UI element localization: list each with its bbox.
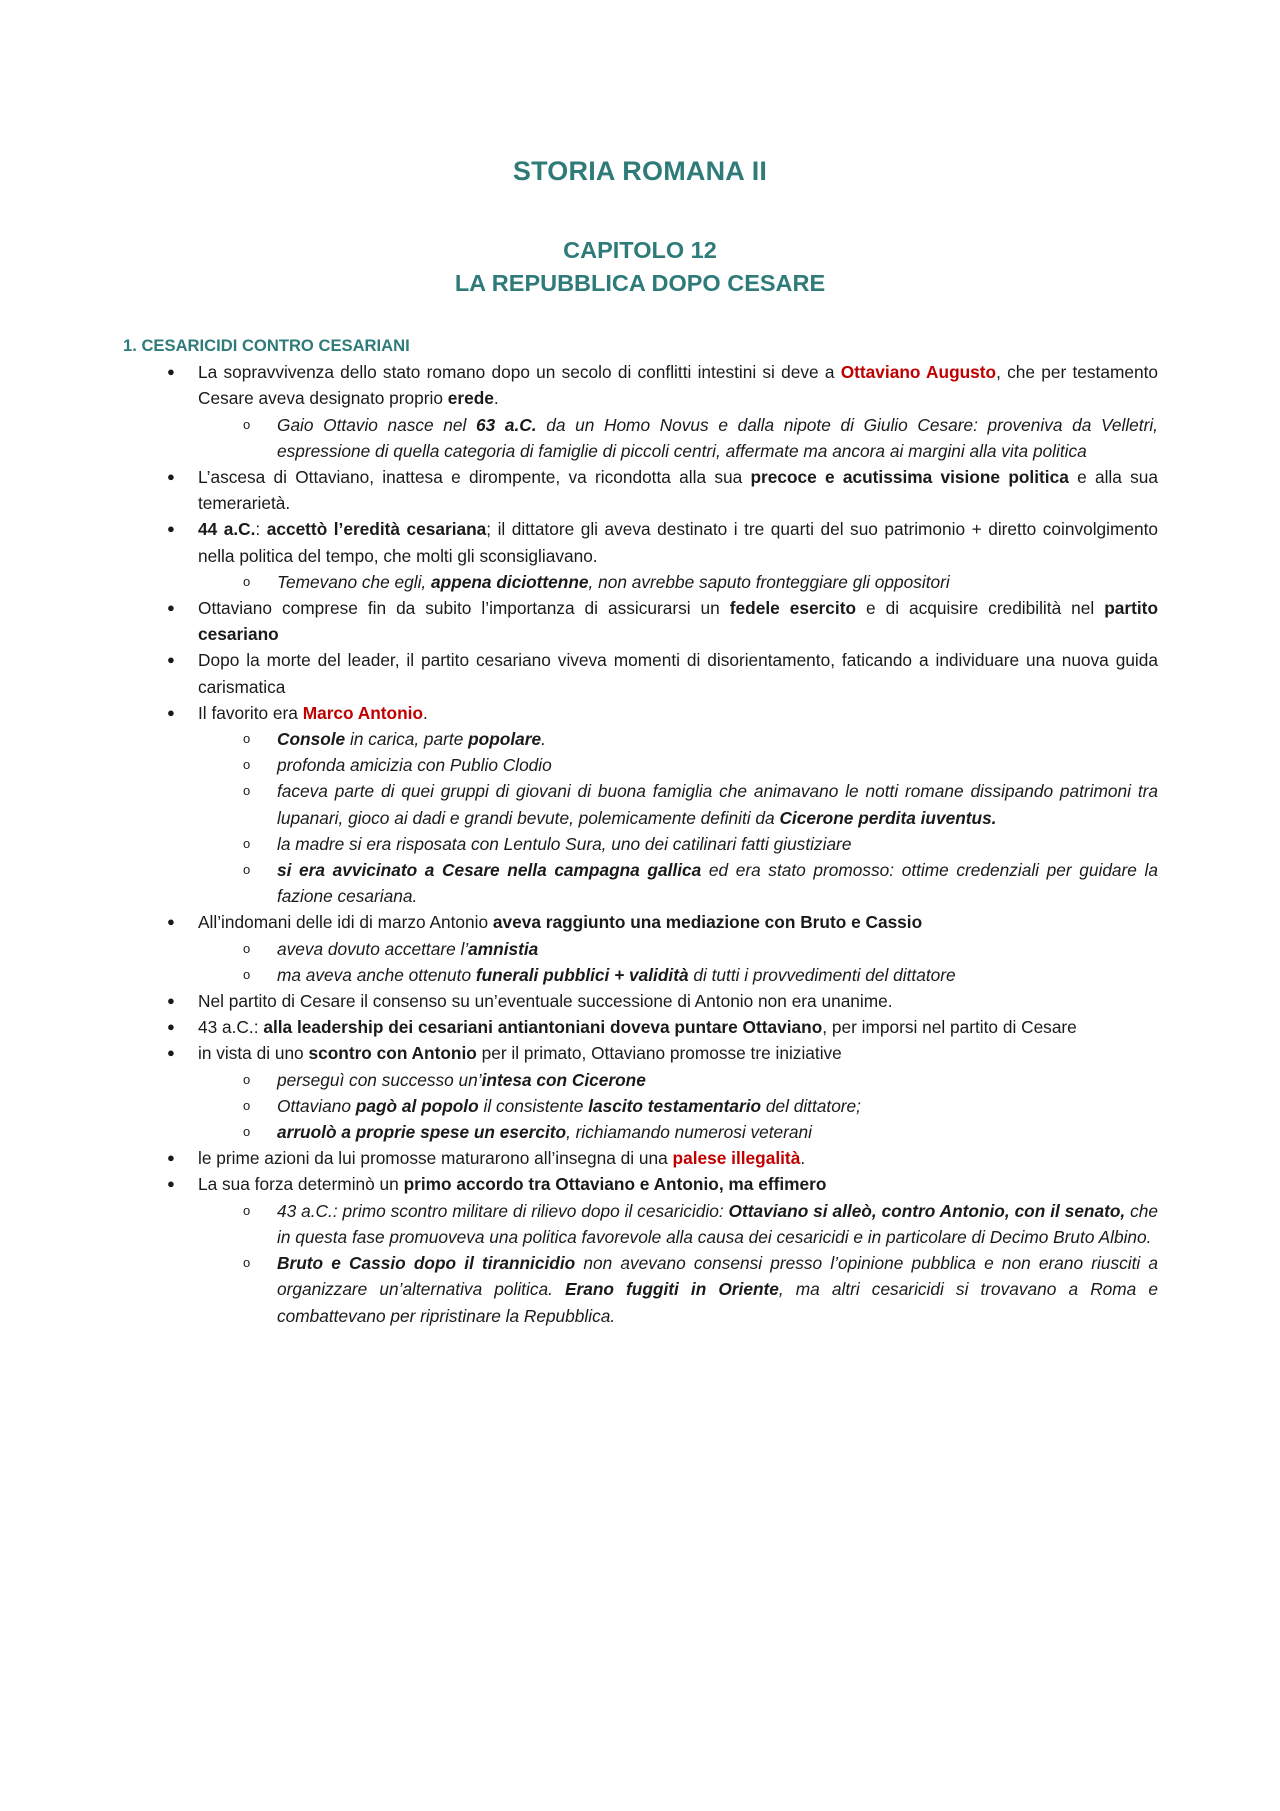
bullet-disc-icon: ● — [167, 1045, 175, 1061]
list-item-text — [198, 1171, 1158, 1197]
list-item-text — [198, 1014, 1158, 1040]
sub-list-item-text — [277, 1201, 1158, 1247]
bullet-circle-icon: o — [243, 1097, 251, 1113]
sub-list-item-text — [277, 834, 851, 854]
bold-text: precoce e acutissima visione politica — [750, 467, 1069, 487]
text-run: e alla sua temerarietà. — [198, 467, 1158, 514]
text-run: . — [541, 729, 546, 750]
list-item-text — [198, 464, 1158, 516]
bullet-disc-icon: ● — [167, 1176, 175, 1192]
sub-list-item — [123, 962, 1158, 988]
bullet-circle-icon: o — [243, 940, 251, 956]
sub-list-item — [123, 936, 1158, 962]
sub-list-item — [123, 569, 1158, 595]
text-run: , che per testamento Cesare aveva designato proprio — [198, 362, 1158, 409]
sub-list-item — [123, 1067, 1158, 1093]
sub-list-item-text — [277, 1096, 861, 1116]
text-run: profonda amicizia con Publio Clodio — [277, 755, 552, 776]
bullet-disc-icon: ● — [167, 914, 175, 930]
bold-text: accettò l’eredità cesariana — [266, 519, 487, 540]
sub-list-item-text — [277, 729, 546, 749]
bullet-circle-icon: o — [243, 1255, 251, 1271]
bullet-disc-icon: ● — [167, 364, 175, 380]
sub-list-item — [123, 1119, 1158, 1145]
list-item-text — [198, 988, 1158, 1014]
bold-text: scontro con Antonio — [308, 1043, 477, 1064]
bullet-list — [123, 359, 1158, 1329]
text-run: per il primato, Ottaviano promosse tre iniziative — [476, 1043, 842, 1064]
text-run: , richiamando numerosi veterani — [566, 1122, 812, 1143]
text-run: 43 a.C.: primo scontro militare di rilievo dopo il cesaricidio: — [277, 1200, 729, 1221]
list-item — [123, 909, 1158, 988]
text-run: il consistente — [478, 1095, 589, 1116]
sub-list-item-text — [277, 860, 1158, 906]
sub-list-item-text — [277, 755, 552, 775]
bold-text: erede — [447, 388, 494, 409]
bold-text: aveva raggiunto una mediazione con Bruto e Cassio — [492, 912, 923, 933]
bold-text: si era avvicinato a Cesare nella campagna gallica — [277, 860, 702, 881]
bold-text: popolare — [468, 729, 542, 750]
bullet-disc-icon: ● — [167, 1019, 175, 1035]
text-run: in carica, parte — [345, 729, 469, 750]
chapter-heading — [0, 234, 1280, 300]
text-run: aveva dovuto accettare l’ — [277, 938, 469, 959]
text-run: Nel partito di Cesare il consenso su un’eventuale successione di Antonio non era unanime. — [198, 991, 893, 1012]
section-heading: 1. CESARICIDI CONTRO CESARIANI — [123, 336, 410, 355]
sub-list — [123, 569, 1158, 595]
bullet-disc-icon: ● — [167, 469, 175, 484]
sub-list-item — [123, 1250, 1158, 1329]
text-run: che in questa fase promuoveva una politica favorevole alla causa dei cesaricidi e in particolare di Decimo Bruto Albino. — [277, 1200, 1158, 1247]
sub-list — [123, 1198, 1158, 1329]
text-run: del dittatore; — [761, 1095, 861, 1116]
list-item — [123, 464, 1158, 516]
text-run: . — [800, 1148, 806, 1169]
bold-text: Cicerone perdita iuventus. — [779, 807, 997, 828]
sub-list-item-text — [277, 965, 956, 985]
bold-text: 63 a.C. — [476, 414, 537, 435]
chapter-number: CAPITOLO 12 — [563, 237, 717, 263]
chapter-title: LA REPUBBLICA DOPO CESARE — [454, 270, 826, 296]
bullet-circle-icon: o — [243, 1202, 251, 1218]
bullet-disc-icon: ● — [167, 1150, 175, 1166]
text-run: ma aveva anche ottenuto — [277, 964, 476, 985]
bullet-disc-icon: ● — [167, 993, 175, 1009]
list-item-text — [198, 909, 1158, 935]
sub-list-item-text — [277, 1070, 646, 1090]
bullet-circle-icon: o — [243, 1071, 251, 1087]
list-item-text — [198, 1145, 1158, 1171]
sub-list-item — [123, 857, 1158, 909]
text-run: , per imporsi nel partito di Cesare — [822, 1017, 1077, 1038]
list-item — [123, 1014, 1158, 1040]
bullet-circle-icon: o — [243, 835, 251, 851]
list-item-text — [198, 647, 1158, 699]
sub-list-item-text — [277, 415, 1158, 461]
text-run: Ottaviano comprese fin da subito l’importanza di assicurarsi un — [198, 598, 730, 619]
text-run: , non avrebbe saputo fronteggiare gli oppositori — [588, 571, 950, 592]
bold-text: Console — [277, 729, 346, 750]
bold-text: fedele esercito — [729, 598, 856, 619]
list-item — [123, 647, 1158, 699]
list-item — [123, 700, 1158, 910]
list-item-text — [198, 700, 1158, 726]
bold-text: intesa con Cicerone — [481, 1069, 646, 1090]
sub-list-item — [123, 412, 1158, 464]
bullet-disc-icon: ● — [167, 521, 175, 537]
list-item-text — [198, 595, 1158, 647]
text-run: All’indomani delle idi di marzo Antonio — [198, 912, 493, 933]
bold-text: appena diciottenne — [431, 571, 589, 592]
text-run: in vista di uno — [198, 1043, 309, 1064]
list-item — [123, 359, 1158, 464]
sub-list-item — [123, 752, 1158, 778]
text-run: Dopo la morte del leader, il partito cesariano viveva momenti di disorientamento, faticando a individuare una nuova guida carismatica — [198, 650, 1158, 697]
bold-text: lascito testamentario — [588, 1095, 762, 1116]
sub-list — [123, 936, 1158, 988]
list-item — [123, 1040, 1158, 1145]
sub-list-item — [123, 1093, 1158, 1119]
bullet-circle-icon: o — [243, 416, 251, 432]
document-title: STORIA ROMANA II — [512, 156, 768, 186]
bullet-circle-icon: o — [243, 731, 251, 747]
text-run: le prime azioni da lui promosse maturarono all’insegna di una — [198, 1148, 673, 1169]
sub-list-item-text — [277, 572, 950, 592]
text-run: di tutti i provvedimenti del dittatore — [688, 964, 956, 985]
bold-text: arruolò a proprie spese un esercito — [277, 1122, 567, 1143]
text-run: non avevano consensi presso l’opinione pubblica e non erano riusciti a organizzare un’alternativa politica. — [277, 1253, 1158, 1300]
bold-text: primo accordo tra Ottaviano e Antonio, ma effimero — [403, 1174, 827, 1195]
bullet-circle-icon: o — [243, 757, 251, 773]
bullet-disc-icon: ● — [167, 600, 175, 616]
highlighted-text: Ottaviano Augusto — [840, 362, 997, 383]
list-item — [123, 516, 1158, 595]
bullet-circle-icon: o — [243, 1124, 251, 1140]
bullet-circle-icon: o — [243, 862, 251, 878]
text-run: La sua forza determinò un — [198, 1174, 404, 1195]
text-run: la madre si era risposata con Lentulo Sura, uno dei catilinari fatti giustiziare — [277, 833, 852, 854]
sub-list-item — [123, 726, 1158, 752]
sub-list-item-text — [277, 1122, 812, 1142]
list-item — [123, 988, 1158, 1014]
document-body — [123, 333, 1158, 1329]
sub-list-item — [123, 831, 1158, 857]
bullet-disc-icon: ● — [167, 652, 175, 668]
list-item — [123, 1145, 1158, 1171]
bold-text: amnistia — [468, 938, 539, 959]
text-run: faceva parte di quei gruppi di giovani di buona famiglia che animavano le notti romane dissipando patrimoni tra lupanari, gioco ai dadi e grandi bevute, polemicamente definiti da — [277, 781, 1158, 828]
text-run: Temevano che egli, — [277, 571, 432, 592]
list-item — [123, 595, 1158, 647]
bold-text: alla leadership dei cesariani antiantoniani doveva puntare Ottaviano — [263, 1017, 823, 1038]
text-run: . — [493, 388, 499, 409]
bold-text: funerali pubblici + validità — [475, 964, 689, 985]
list-item-text — [198, 359, 1158, 411]
sub-list-item-text — [277, 939, 538, 959]
bold-text: partito cesariano — [198, 598, 1158, 645]
sub-list — [123, 1067, 1158, 1146]
text-run: Gaio Ottavio nasce nel — [277, 414, 477, 435]
text-run: ed era stato promosso: ottime credenziali per guidare la fazione cesariana. — [277, 860, 1158, 907]
sub-list-item-text — [277, 1253, 1158, 1325]
bullet-circle-icon: o — [243, 783, 251, 799]
sub-list-item — [123, 1198, 1158, 1250]
text-run: Ottaviano — [277, 1095, 356, 1116]
bold-text: pagò al popolo — [355, 1095, 479, 1116]
highlighted-text: palese illegalità — [672, 1148, 801, 1169]
text-run: ; il dittatore gli aveva destinato i tre quarti del suo patrimonio + diretto coinvolgimento nella politica del tempo, che molti gli sconsigliavano. — [198, 519, 1159, 566]
list-item-text — [198, 516, 1158, 568]
highlighted-text: Marco Antonio — [302, 702, 424, 723]
text-run: , ma altri cesaricidi si trovavano a Roma e combattevano per ripristinare la Repubblica. — [277, 1279, 1158, 1326]
sub-list-item-text — [277, 781, 1158, 827]
sub-list — [123, 412, 1158, 464]
bullet-disc-icon: ● — [167, 704, 175, 720]
sub-list-item — [123, 778, 1158, 830]
text-run: La sopravvivenza dello stato romano dopo un secolo di conflitti intestini si deve a — [198, 362, 841, 383]
text-run: . — [423, 702, 428, 723]
text-run: Il favorito era — [198, 702, 303, 723]
text-run: L’ascesa di Ottaviano, inattesa e dirompente, va ricondotta alla sua — [198, 467, 751, 487]
sub-list — [123, 726, 1158, 909]
list-item — [123, 1171, 1158, 1328]
bold-text: 44 a.C. — [198, 519, 256, 540]
text-run: 43 a.C.: — [198, 1017, 264, 1038]
list-item-text — [198, 1040, 1158, 1066]
text-run: perseguì con successo un’ — [277, 1069, 482, 1090]
bold-text: Ottaviano si alleò, contro Antonio, con il senato, — [728, 1200, 1126, 1221]
text-run: e di acquisire credibilità nel — [856, 598, 1105, 619]
bold-text: Bruto e Cassio dopo il tirannicidio — [277, 1253, 576, 1274]
bold-text: Erano fuggiti in Oriente — [564, 1279, 779, 1300]
bullet-circle-icon: o — [243, 573, 251, 589]
text-run: : — [255, 519, 267, 540]
text-run: da un Homo Novus e dalla nipote di Giulio Cesare: proveniva da Velletri, espressione di quella categoria di famiglie di piccoli centri, affermate ma ancora ai margini alla vita politica — [277, 414, 1158, 461]
bullet-circle-icon: o — [243, 966, 251, 982]
